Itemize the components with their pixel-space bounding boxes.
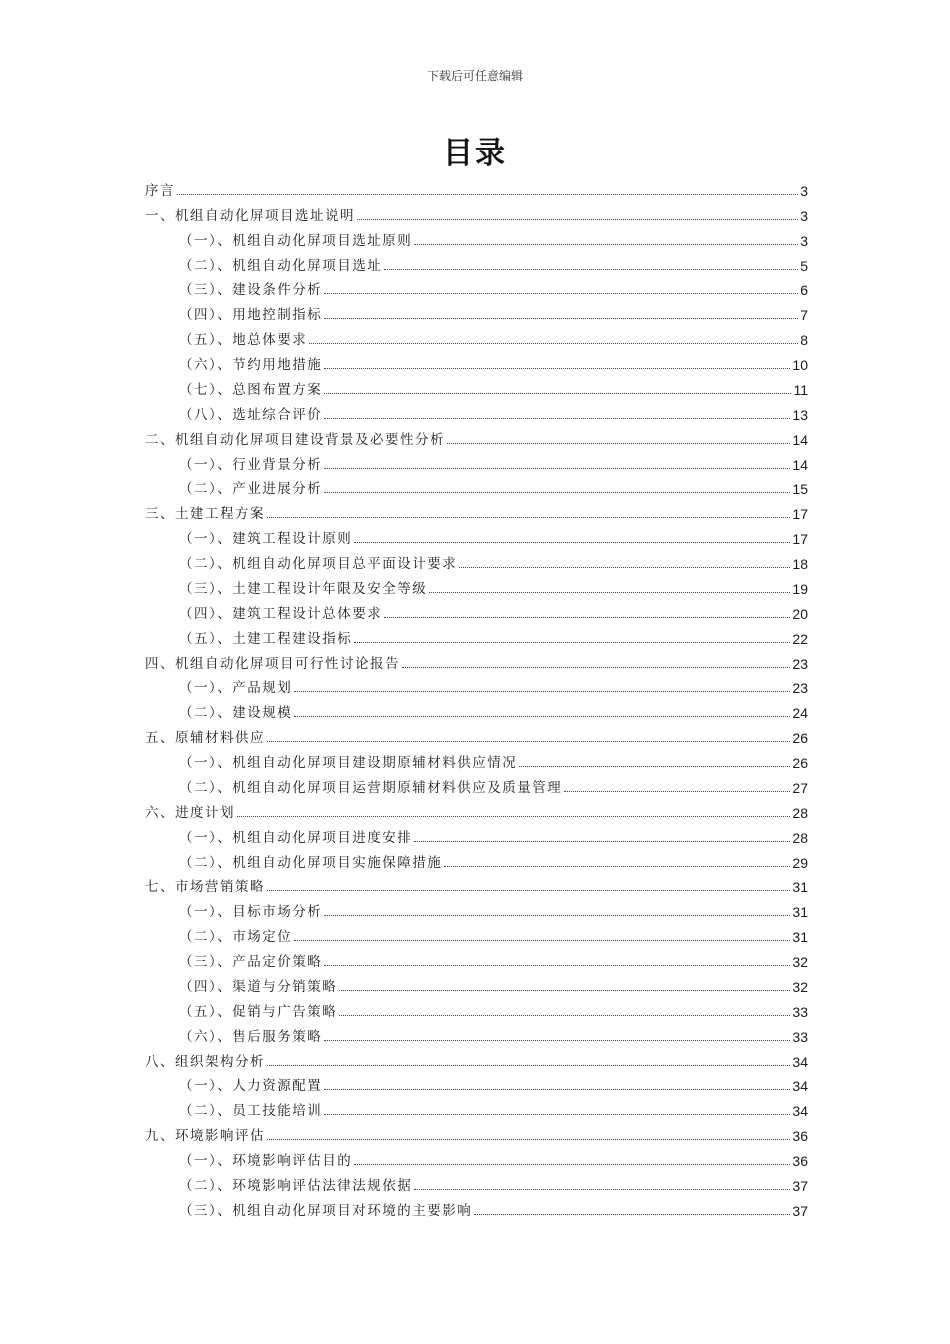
toc-entry[interactable] — [145, 821, 808, 846]
toc-dot-leader — [177, 193, 798, 195]
toc-entry-page-number: 34 — [792, 1103, 808, 1120]
toc-entry[interactable] — [145, 497, 808, 522]
toc-entry-label: （三）、产品定价策略 — [179, 954, 323, 970]
toc-entry-label: （二）、机组自动化屏项目运营期原辅材料供应及质量管理 — [179, 779, 563, 796]
toc-entry-page-number: 31 — [792, 879, 808, 896]
toc-entry-page-number: 29 — [792, 854, 808, 871]
toc-entry[interactable] — [145, 448, 808, 473]
toc-dot-leader — [324, 1039, 790, 1041]
toc-entry-label: （二）、机组自动化屏项目选址 — [179, 257, 383, 274]
toc-entry-page-number: 31 — [792, 904, 808, 921]
toc-entry-page-number: 17 — [792, 506, 808, 523]
toc-dot-leader — [414, 1188, 790, 1190]
toc-dot-leader — [414, 243, 798, 245]
toc-entry[interactable] — [145, 796, 808, 821]
toc-entry[interactable] — [145, 1070, 808, 1095]
toc-entry-page-number: 33 — [792, 1003, 808, 1020]
toc-entry-page-number: 3 — [800, 207, 808, 224]
toc-entry-label: （一）、环境影响评估目的 — [179, 1153, 353, 1169]
toc-entry[interactable] — [145, 746, 808, 771]
toc-entry[interactable] — [145, 945, 808, 970]
toc-dot-leader — [384, 616, 790, 618]
toc-dot-leader — [294, 690, 790, 692]
toc-entry[interactable] — [145, 597, 808, 622]
toc-dot-leader — [324, 491, 790, 493]
toc-dot-leader — [267, 516, 790, 518]
toc-dot-leader — [324, 367, 790, 369]
toc-entry-page-number: 23 — [792, 655, 808, 672]
toc-entry[interactable] — [145, 1020, 808, 1045]
toc-entry[interactable] — [145, 348, 808, 373]
toc-entry-page-number: 32 — [792, 978, 808, 995]
toc-entry[interactable] — [145, 373, 808, 398]
toc-entry[interactable] — [145, 199, 808, 224]
toc-dot-leader — [324, 914, 790, 916]
toc-dot-leader — [294, 715, 790, 717]
toc-entry-label: （五）、地总体要求 — [179, 332, 308, 349]
toc-entry-label: 七、市场营销策略 — [145, 879, 265, 896]
toc-entry-label: （一）、机组自动化屏项目进度安排 — [179, 829, 413, 846]
toc-entry-label: 四、机组自动化屏项目可行性讨论报告 — [145, 655, 400, 672]
toc-entry-label: 二、机组自动化屏项目建设背景及必要性分析 — [145, 431, 445, 448]
toc-entry-page-number: 11 — [793, 381, 808, 398]
toc-entry-page-number: 26 — [792, 730, 808, 747]
toc-entry[interactable] — [145, 398, 808, 423]
toc-entry[interactable] — [145, 1119, 808, 1144]
toc-entry-label: （五）、土建工程建设指标 — [179, 630, 353, 647]
toc-dot-leader — [354, 541, 790, 543]
toc-entry-page-number: 17 — [792, 531, 808, 548]
toc-entry-page-number: 5 — [800, 257, 808, 274]
toc-entry-page-number: 3 — [800, 182, 808, 199]
toc-entry[interactable] — [145, 871, 808, 896]
toc-entry-label: （二）、环境影响评估法律法规依据 — [179, 1177, 413, 1194]
toc-dot-leader — [474, 1213, 790, 1215]
toc-entry-page-number: 32 — [792, 954, 808, 970]
toc-entry[interactable] — [145, 622, 808, 647]
toc-dot-leader — [519, 765, 790, 767]
toc-entry-page-number: 37 — [792, 1177, 808, 1194]
toc-entry-label: （一）、产品规划 — [179, 680, 293, 697]
toc-entry-page-number: 36 — [792, 1128, 808, 1145]
toc-entry-label: （七）、总图布置方案 — [179, 381, 323, 398]
toc-entry[interactable] — [145, 672, 808, 697]
toc-entry-page-number: 20 — [792, 605, 808, 622]
toc-entry-label: 九、环境影响评估 — [145, 1128, 265, 1145]
toc-entry-label: 八、组织架构分析 — [145, 1053, 265, 1070]
toc-entry-page-number: 36 — [792, 1153, 808, 1169]
toc-dot-leader — [324, 317, 798, 319]
toc-dot-leader — [459, 566, 790, 568]
toc-entry[interactable] — [145, 771, 808, 796]
toc-entry[interactable] — [145, 572, 808, 597]
toc-entry-page-number: 26 — [792, 755, 808, 771]
toc-dot-leader — [357, 218, 798, 220]
table-of-contents — [145, 174, 808, 1219]
toc-dot-leader — [384, 268, 798, 270]
toc-entry-page-number: 27 — [792, 779, 808, 796]
toc-entry[interactable] — [145, 249, 808, 274]
toc-entry-label: （二）、员工技能培训 — [179, 1103, 323, 1120]
toc-entry-label: （四）、渠道与分销策略 — [179, 978, 338, 995]
toc-dot-leader — [294, 939, 790, 941]
toc-entry[interactable] — [145, 1144, 808, 1169]
toc-entry-page-number: 33 — [792, 1028, 808, 1045]
toc-entry[interactable] — [145, 721, 808, 746]
toc-entry-page-number: 18 — [792, 556, 808, 572]
toc-entry-label: 三、土建工程方案 — [145, 506, 265, 523]
toc-entry-label: （四）、建筑工程设计总体要求 — [179, 605, 383, 622]
toc-dot-leader — [309, 342, 798, 344]
toc-dot-leader — [324, 292, 798, 294]
toc-dot-leader — [402, 666, 790, 668]
toc-entry-label: （二）、市场定位 — [179, 929, 293, 946]
toc-entry-page-number: 19 — [792, 580, 808, 597]
toc-entry-label: （八）、选址综合评价 — [179, 406, 323, 423]
toc-dot-leader — [267, 1064, 790, 1066]
toc-entry-page-number: 13 — [792, 406, 808, 423]
toc-entry-page-number: 37 — [792, 1202, 808, 1219]
toc-entry[interactable] — [145, 1194, 808, 1219]
toc-entry-page-number: 14 — [792, 431, 808, 448]
toc-dot-leader — [324, 964, 790, 966]
toc-entry-page-number: 24 — [792, 705, 808, 722]
toc-entry[interactable] — [145, 423, 808, 448]
toc-entry-page-number: 14 — [792, 456, 808, 473]
toc-entry[interactable] — [145, 846, 808, 871]
toc-entry[interactable] — [145, 895, 808, 920]
toc-entry-label: （五）、促销与广告策略 — [179, 1003, 338, 1020]
toc-entry-label: （一）、人力资源配置 — [179, 1078, 323, 1095]
toc-entry[interactable] — [145, 647, 808, 672]
toc-entry-label: （三）、土建工程设计年限及安全等级 — [179, 580, 428, 597]
toc-dot-leader — [267, 740, 790, 742]
toc-entry-label: （二）、建设规模 — [179, 705, 293, 722]
toc-entry[interactable] — [145, 298, 808, 323]
toc-entry-label: （一）、机组自动化屏项目建设期原辅材料供应情况 — [179, 755, 518, 771]
page-header: 下载后可任意编辑 — [426, 69, 523, 83]
toc-entry-label: （六）、售后服务策略 — [179, 1028, 323, 1045]
toc-entry[interactable] — [145, 1094, 808, 1119]
toc-entry[interactable] — [145, 995, 808, 1020]
toc-entry[interactable] — [145, 920, 808, 945]
toc-dot-leader — [324, 1088, 790, 1090]
toc-entry[interactable] — [145, 224, 808, 249]
toc-entry-label: （一）、目标市场分析 — [179, 904, 323, 921]
toc-entry-page-number: 23 — [792, 680, 808, 697]
toc-dot-leader — [444, 865, 790, 867]
toc-entry-label: （一）、机组自动化屏项目选址原则 — [179, 232, 413, 249]
toc-entry-page-number: 34 — [792, 1053, 808, 1070]
toc-entry-label: 一、机组自动化屏项目选址说明 — [145, 207, 355, 224]
toc-entry-label: （一）、行业背景分析 — [179, 456, 323, 473]
toc-dot-leader — [324, 392, 791, 394]
toc-entry-label: 序言 — [145, 182, 175, 199]
toc-entry-page-number: 7 — [800, 307, 808, 324]
toc-entry[interactable] — [145, 547, 808, 572]
toc-entry-label: （三）、建设条件分析 — [179, 282, 323, 299]
toc-dot-leader — [429, 591, 790, 593]
toc-dot-leader — [267, 889, 790, 891]
toc-entry[interactable] — [145, 323, 808, 348]
toc-entry[interactable] — [145, 970, 808, 995]
toc-entry-page-number: 28 — [792, 804, 808, 821]
toc-entry-page-number: 34 — [792, 1078, 808, 1095]
toc-entry-label: （二）、机组自动化屏项目实施保障措施 — [179, 854, 443, 871]
toc-dot-leader — [354, 641, 790, 643]
toc-entry-page-number: 10 — [792, 357, 808, 373]
toc-dot-leader — [324, 417, 790, 419]
toc-dot-leader — [237, 815, 790, 817]
page-title: 目录 — [443, 136, 507, 171]
toc-dot-leader — [414, 840, 790, 842]
toc-entry-label: （二）、产业进展分析 — [179, 481, 323, 498]
toc-entry-label: 五、原辅材料供应 — [145, 730, 265, 747]
toc-dot-leader — [267, 1138, 790, 1140]
toc-entry-label: 六、进度计划 — [145, 804, 235, 821]
toc-entry-label: （三）、机组自动化屏项目对环境的主要影响 — [179, 1202, 473, 1219]
toc-entry-label: （一）、建筑工程设计原则 — [179, 531, 353, 548]
toc-entry[interactable] — [145, 522, 808, 547]
toc-dot-leader — [339, 1014, 790, 1016]
toc-entry-page-number: 3 — [800, 232, 808, 249]
toc-dot-leader — [564, 790, 790, 792]
toc-entry[interactable] — [145, 274, 808, 299]
toc-dot-leader — [324, 467, 790, 469]
toc-entry-page-number: 28 — [792, 829, 808, 846]
toc-entry[interactable] — [145, 696, 808, 721]
toc-entry[interactable] — [145, 1169, 808, 1194]
toc-entry-label: （二）、机组自动化屏项目总平面设计要求 — [179, 556, 458, 572]
toc-entry-page-number: 15 — [792, 481, 808, 498]
toc-entry-page-number: 31 — [792, 929, 808, 946]
toc-entry-label: （六）、节约用地措施 — [179, 357, 323, 373]
toc-entry-page-number: 22 — [792, 630, 808, 647]
toc-dot-leader — [447, 442, 790, 444]
toc-entry[interactable] — [145, 473, 808, 498]
toc-dot-leader — [354, 1163, 790, 1165]
toc-dot-leader — [324, 1113, 790, 1115]
toc-entry-page-number: 6 — [800, 282, 808, 299]
toc-entry[interactable] — [145, 1045, 808, 1070]
toc-entry-page-number: 8 — [800, 332, 808, 349]
toc-dot-leader — [339, 989, 790, 991]
toc-entry[interactable] — [145, 174, 808, 199]
toc-entry-label: （四）、用地控制指标 — [179, 307, 323, 324]
